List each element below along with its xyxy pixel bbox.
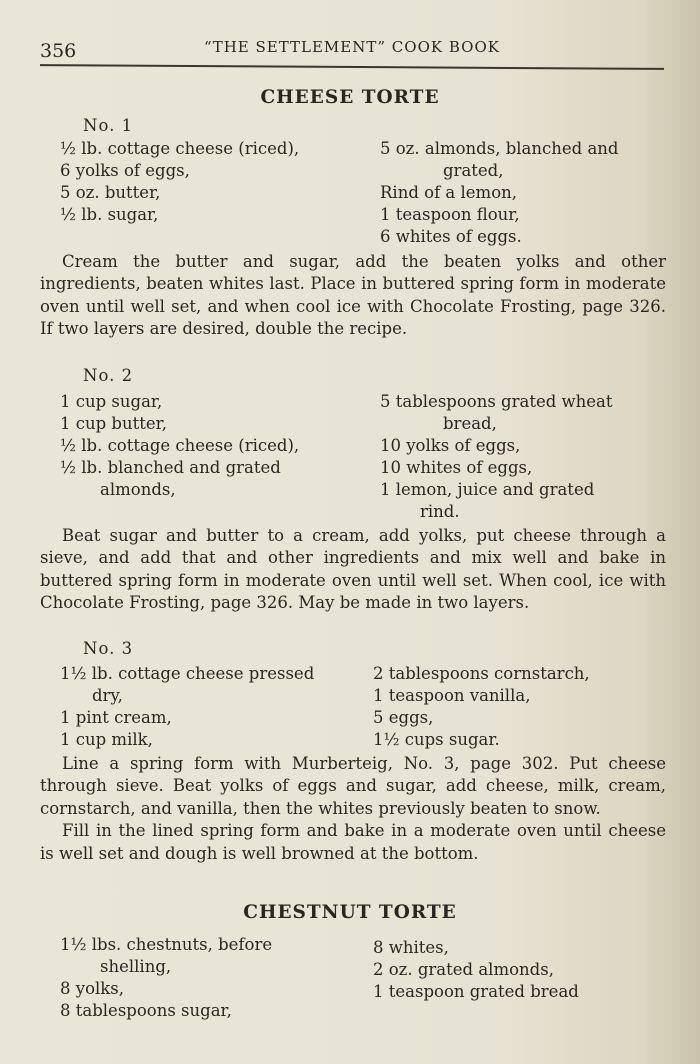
ingredient: 1 teaspoon vanilla, xyxy=(373,686,531,705)
paragraph: Cream the butter and sugar, add the beaten yolks and other ingredients, beaten whites last. Place in buttered spring form in moderate oven until well set, and when cool ice with Chocolate Frosting, page 326. If two layers are desired, double the recipe. xyxy=(40,252,666,339)
ingredient: ½ lb. cottage cheese (riced), xyxy=(60,139,300,158)
running-title: “THE SETTLEMENT” COOK BOOK xyxy=(204,38,500,56)
ingredient: rind. xyxy=(420,502,460,521)
ingredient: 6 yolks of eggs, xyxy=(60,161,190,180)
ingredient: 1 cup sugar, xyxy=(60,392,163,411)
ingredient: ½ lb. sugar, xyxy=(60,205,159,224)
directions-no1 xyxy=(40,251,666,341)
ingredient: 1 cup butter, xyxy=(60,414,167,433)
ingredient: 6 whites of eggs. xyxy=(380,227,522,246)
paragraph: Line a spring form with Murberteig, No. 3, page 302. Put cheese through sieve. Beat yolks of eggs and sugar, add cheese, milk, cream, cornstarch, and vanilla, then the whites previously beaten to snow. xyxy=(40,754,666,818)
recipe-number-3: No. 3 xyxy=(83,639,134,658)
paragraph: Beat sugar and butter to a cream, add yolks, put cheese through a sieve, and add that and other ingredients and mix well and bake in buttered spring form in moderate oven until well set. When cool, ice with Chocolate Frosting, page 326. May be made in two layers. xyxy=(40,526,666,613)
ingredient: 8 yolks, xyxy=(60,979,124,998)
recipe-number-1: No. 1 xyxy=(83,116,134,135)
ingredient: 2 oz. grated almonds, xyxy=(373,960,554,979)
ingredient: 8 tablespoons sugar, xyxy=(60,1001,232,1020)
page-number: 356 xyxy=(40,40,77,62)
ingredient: 5 oz. butter, xyxy=(60,183,161,202)
ingredient: Rind of a lemon, xyxy=(380,183,517,202)
page-header xyxy=(40,36,664,66)
ingredient: 8 whites, xyxy=(373,938,449,957)
ingredient: 1 teaspoon grated bread xyxy=(373,982,579,1001)
ingredient: ½ lb. cottage cheese (riced), xyxy=(60,436,300,455)
ingredient: 1 cup milk, xyxy=(60,730,153,749)
ingredient: 5 tablespoons grated wheat xyxy=(380,392,613,411)
section-title-chestnut-torte: CHESTNUT TORTE xyxy=(243,902,457,923)
ingredient: ½ lb. blanched and grated xyxy=(60,458,281,477)
paragraph: Fill in the lined spring form and bake in a moderate oven until cheese is well set and dough is well browned at the bottom. xyxy=(40,821,666,863)
ingredient: 1½ lbs. chestnuts, before xyxy=(60,935,273,954)
ingredient: dry, xyxy=(92,686,123,705)
directions-no2 xyxy=(40,525,666,615)
ingredient: almonds, xyxy=(100,480,176,499)
ingredient: bread, xyxy=(443,414,497,433)
ingredient: shelling, xyxy=(100,957,172,976)
ingredient: 1½ cups sugar. xyxy=(373,730,500,749)
ingredient: 2 tablespoons cornstarch, xyxy=(373,664,590,683)
recipe-number-2: No. 2 xyxy=(83,366,134,385)
ingredient: 10 yolks of eggs, xyxy=(380,436,521,455)
ingredient: grated, xyxy=(443,161,504,180)
ingredient: 5 eggs, xyxy=(373,708,434,727)
ingredient: 1 teaspoon flour, xyxy=(380,205,520,224)
ingredient: 1 pint cream, xyxy=(60,708,172,727)
ingredient: 1 lemon, juice and grated xyxy=(380,480,595,499)
section-title-cheese-torte: CHEESE TORTE xyxy=(260,87,440,108)
directions-no3 xyxy=(40,753,666,865)
ingredient: 10 whites of eggs, xyxy=(380,458,533,477)
ingredient: 5 oz. almonds, blanched and xyxy=(380,139,619,158)
ingredient: 1½ lb. cottage cheese pressed xyxy=(60,664,315,683)
